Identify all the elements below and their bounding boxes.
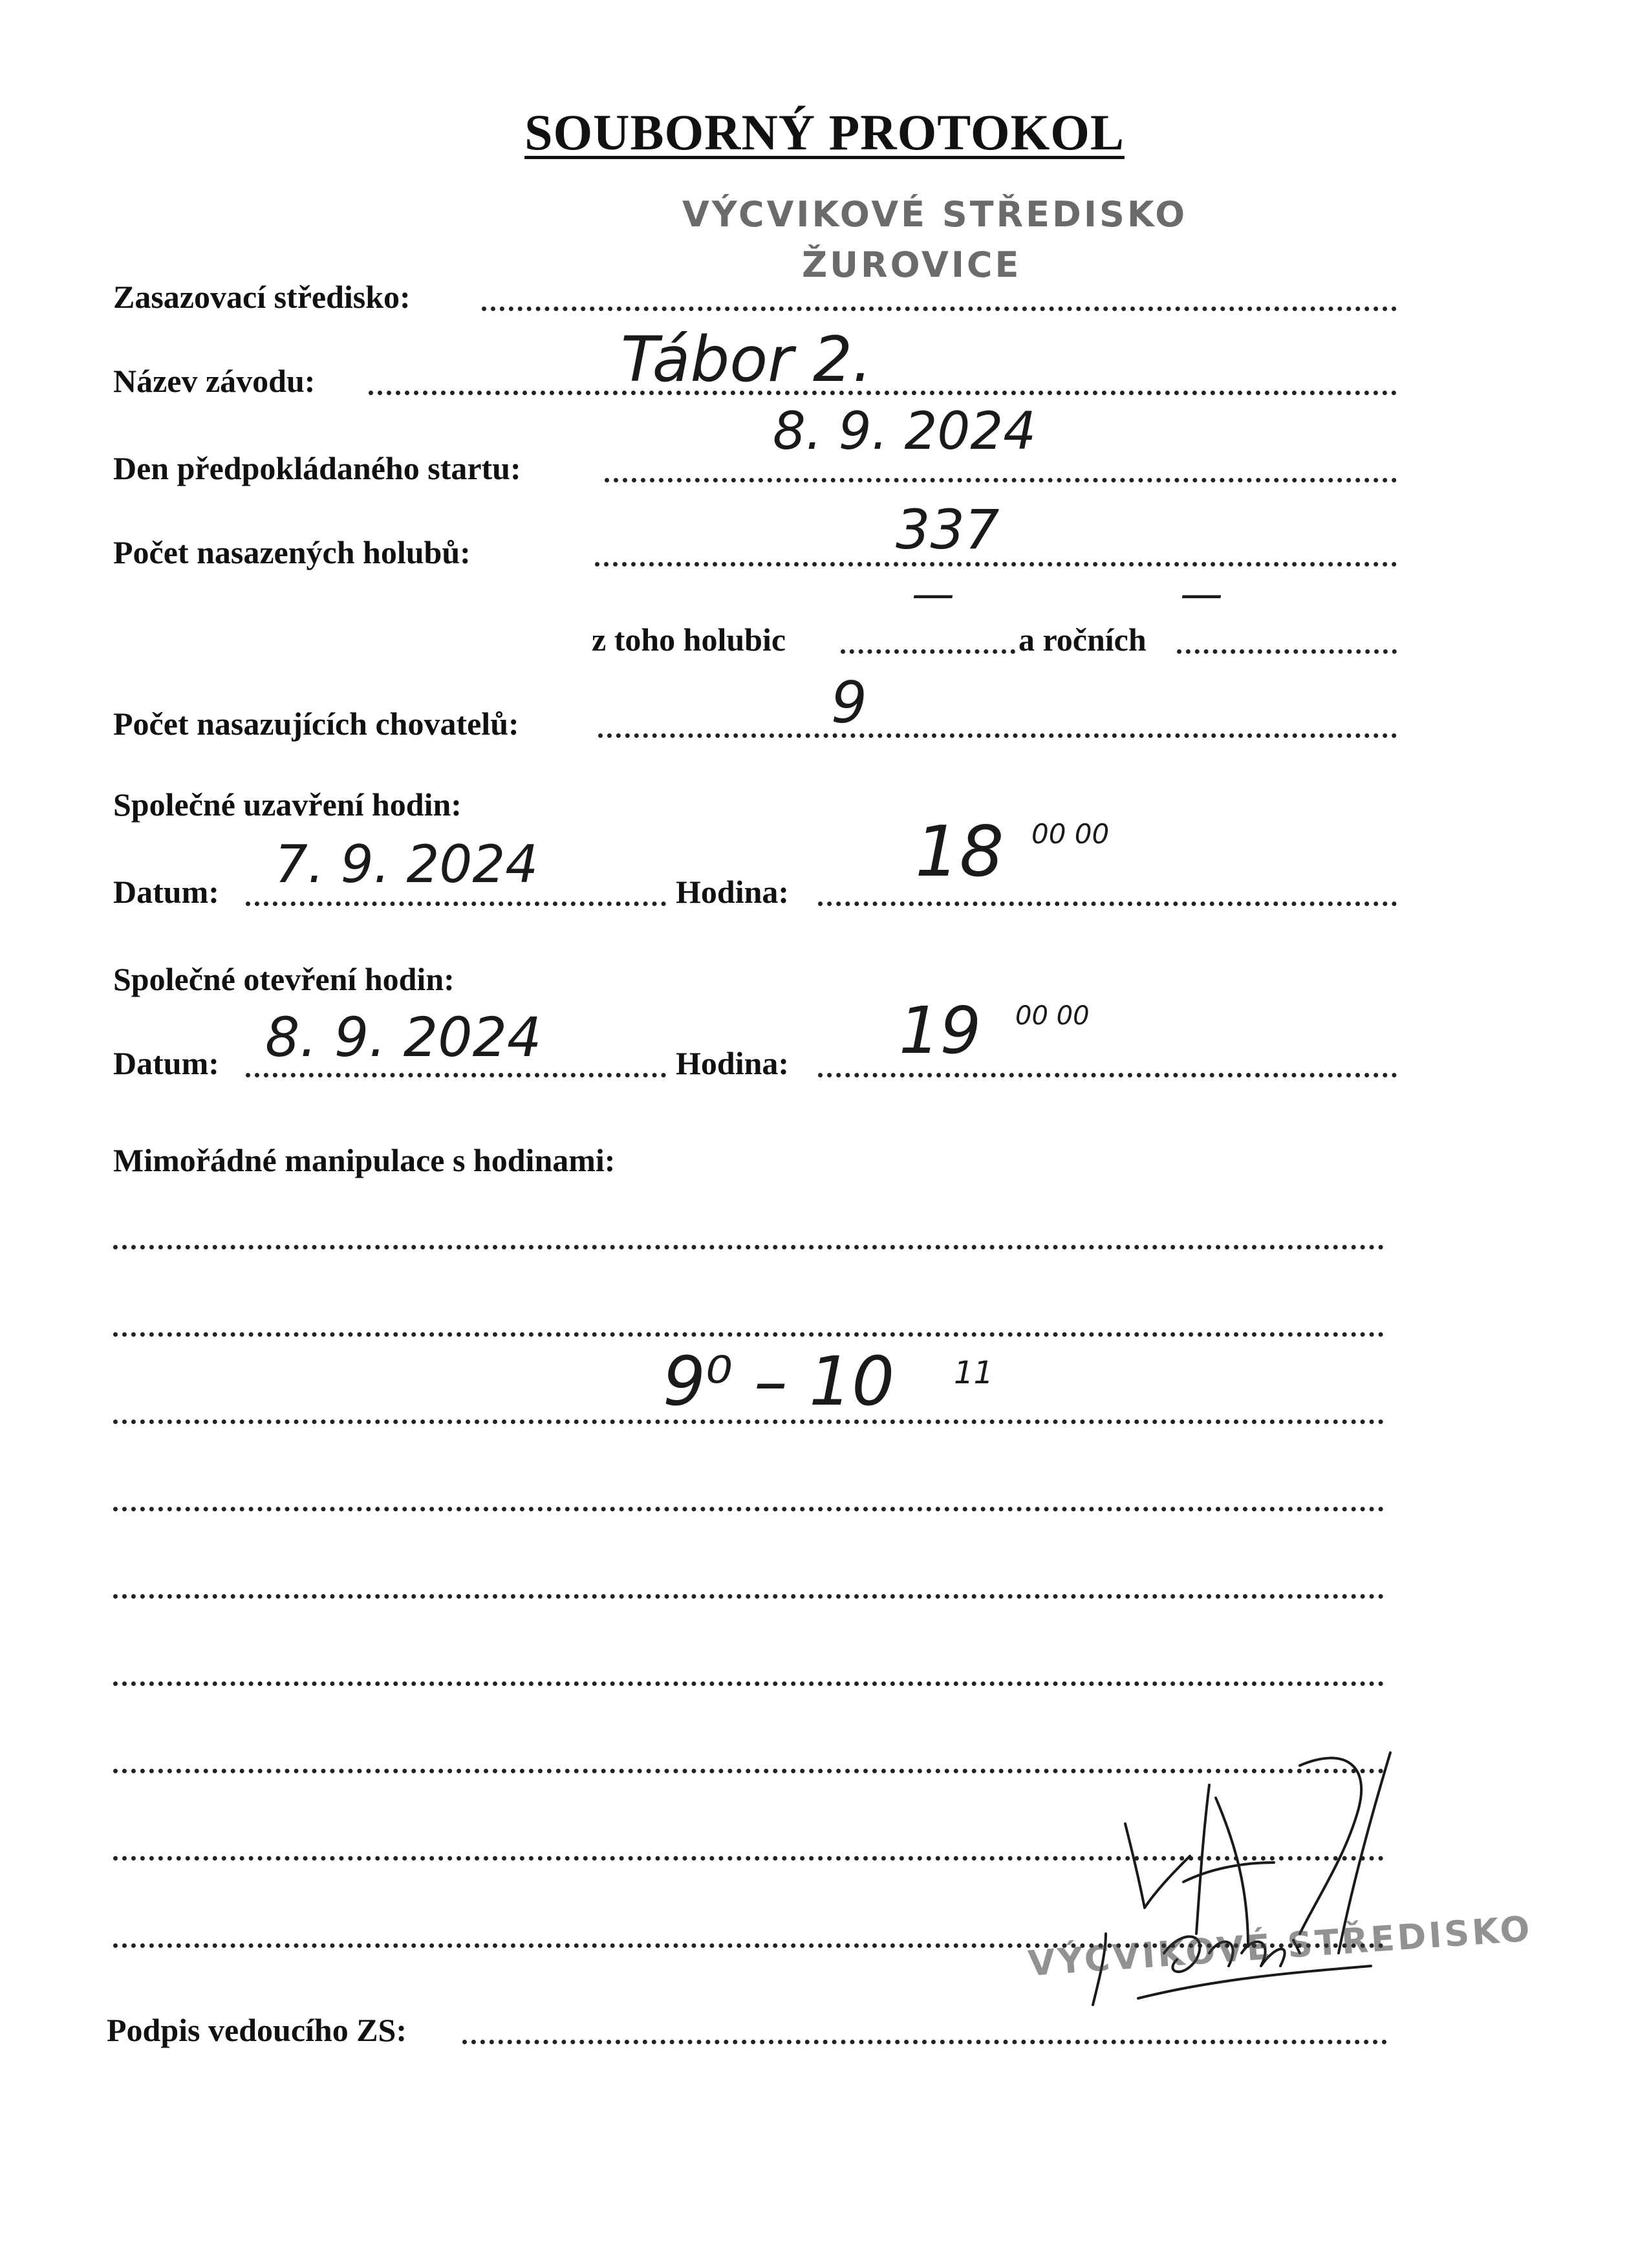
dotted-line-mimoradne-4[interactable] [113,1507,1384,1511]
heading-otevreni: Společné otevření hodin: [113,961,455,997]
document-title: SOUBORNÝ PROTOKOL [524,104,1125,160]
label-a-rocnich: a ročních [1018,621,1147,658]
value-z-toho-holubic: — [912,569,954,619]
dotted-line-pocet-holubu[interactable] [595,562,1397,567]
dotted-line-a-rocnich[interactable] [1177,649,1397,654]
label-nazev-zavodu: Název závodu: [113,363,316,399]
label-pocet-chovatelu: Počet nasazujících chovatelů: [113,706,519,742]
value-a-rocnich: — [1180,569,1223,619]
dotted-line-uzavreni-hodina[interactable] [818,902,1397,906]
dotted-line-zasazovaci-stredisko[interactable] [482,307,1397,311]
label-uzavreni-datum: Datum: [113,874,219,910]
label-uzavreni-hodina: Hodina: [676,874,790,910]
heading-uzavreni: Společné uzavření hodin: [113,786,462,823]
stamp-top-line1: VÝCVIKOVÉ STŘEDISKO [682,194,1188,235]
dotted-line-z-toho-holubic[interactable] [841,649,1015,654]
label-z-toho-holubic: z toho holubic [592,621,786,658]
dotted-line-otevreni-datum[interactable] [246,1073,666,1077]
value-den-startu: 8. 9. 2024 [773,401,1037,461]
stamp-bottom-line1: VÝCVIKOVÉ STŘEDISKO [1026,1908,1534,1984]
dotted-line-uzavreni-datum[interactable] [246,902,666,906]
dotted-line-otevreni-hodina[interactable] [818,1073,1397,1077]
dotted-line-podpis[interactable] [462,2040,1387,2044]
value-mimoradne-note: 9⁰ – 10 [663,1342,895,1421]
value-otevreni-datum: 8. 9. 2024 [265,1006,542,1069]
signature-image [1086,1740,1423,2031]
label-podpis: Podpis vedoucího ZS: [107,2012,407,2048]
value-uzavreni-hodina: 18 [915,812,1004,892]
label-zasazovaci-stredisko: Zasazovací středisko: [113,279,411,315]
dotted-line-mimoradne-5[interactable] [113,1594,1384,1599]
dotted-line-mimoradne-1[interactable] [113,1245,1384,1249]
label-den-startu: Den předpokládaného startu: [113,450,521,486]
label-otevreni-hodina: Hodina: [676,1045,790,1081]
value-pocet-holubu: 337 [896,498,1000,561]
value-mimoradne-note-sup: 11 [954,1355,994,1391]
dotted-line-nazev-zavodu[interactable] [369,391,1397,395]
stamp-top-line2: ŽUROVICE [802,244,1022,285]
value-otevreni-hodina-sup: 00 00 [1015,1001,1090,1031]
dotted-line-mimoradne-2[interactable] [113,1332,1384,1337]
label-pocet-holubu: Počet nasazených holubů: [113,534,471,570]
dotted-line-pocet-chovatelu[interactable] [598,733,1397,738]
dotted-line-mimoradne-6[interactable] [113,1681,1384,1686]
label-otevreni-datum: Datum: [113,1045,219,1081]
value-uzavreni-datum: 7. 9. 2024 [275,834,539,894]
value-pocet-chovatelu: 9 [831,669,867,736]
heading-mimoradne: Mimořádné manipulace s hodinami: [113,1142,616,1178]
dotted-line-mimoradne-3[interactable] [113,1420,1384,1424]
value-uzavreni-hodina-sup: 00 00 [1031,818,1110,850]
dotted-line-den-startu[interactable] [605,478,1397,482]
value-otevreni-hodina: 19 [899,993,982,1068]
value-nazev-zavodu: Tábor 2. [621,323,872,396]
